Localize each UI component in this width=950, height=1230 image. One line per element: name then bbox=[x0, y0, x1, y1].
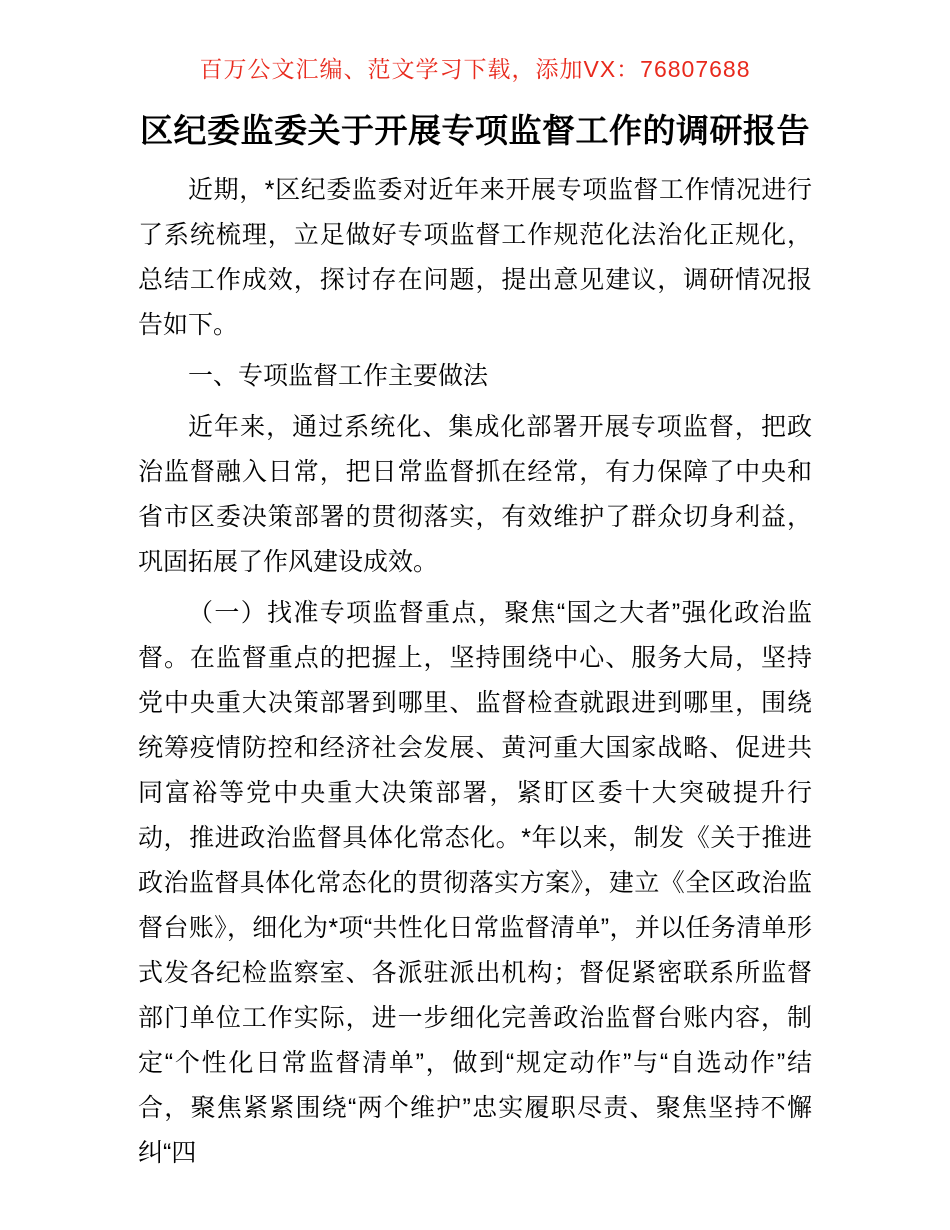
paragraph: 近年来，通过系统化、集成化部署开展专项监督，把政治监督融入日常，把日常监督抓在经常，有力保障了中央和省市区委决策部署的贯彻落实，有效维护了群众切身利益，巩固拓展了作风建设成效。 bbox=[138, 413, 812, 576]
document-body bbox=[138, 168, 812, 1182]
paragraph: （一）找准专项监督重点，聚焦“国之大者”强化政治监督。在监督重点的把握上，坚持围绕中心、服务大局，坚持党中央重大决策部署到哪里、监督检查就跟进到哪里，围绕统筹疫情防控和经济社会发展、黄河重大国家战略、促进共同富裕等党中央重大决策部署，紧盯区委十大突破提升行动，推进政治监督具体化常态化。*年以来，制发《关于推进政治监督具体化常态化的贯彻落实方案》，建立《全区政治监督台账》，细化为*项“共性化日常监督清单”，并以任务清单形式发各纪检监察室、各派驻派出机构；督促紧密联系所监督部门单位工作实际，进一步细化完善政治监督台账内容，制定“个性化日常监督清单”，做到“规定动作”与“自选动作”结合，聚焦紧紧围绕“两个维护”忠实履职尽责、聚焦坚持不懈纠“四 bbox=[138, 599, 812, 1167]
paragraph: 近期，*区纪委监委对近年来开展专项监督工作情况进行了系统梳理，立足做好专项监督工作规范化法治化正规化，总结工作成效，探讨存在问题，提出意见建议，调研情况报告如下。 bbox=[138, 176, 812, 339]
section-heading: 一、专项监督工作主要做法 bbox=[188, 362, 489, 390]
promo-header-note: 百万公文汇编、范文学习下载，添加VX：76807688 bbox=[199, 56, 751, 82]
page-title: 区纪委监委关于开展专项监督工作的调研报告 bbox=[140, 112, 810, 149]
